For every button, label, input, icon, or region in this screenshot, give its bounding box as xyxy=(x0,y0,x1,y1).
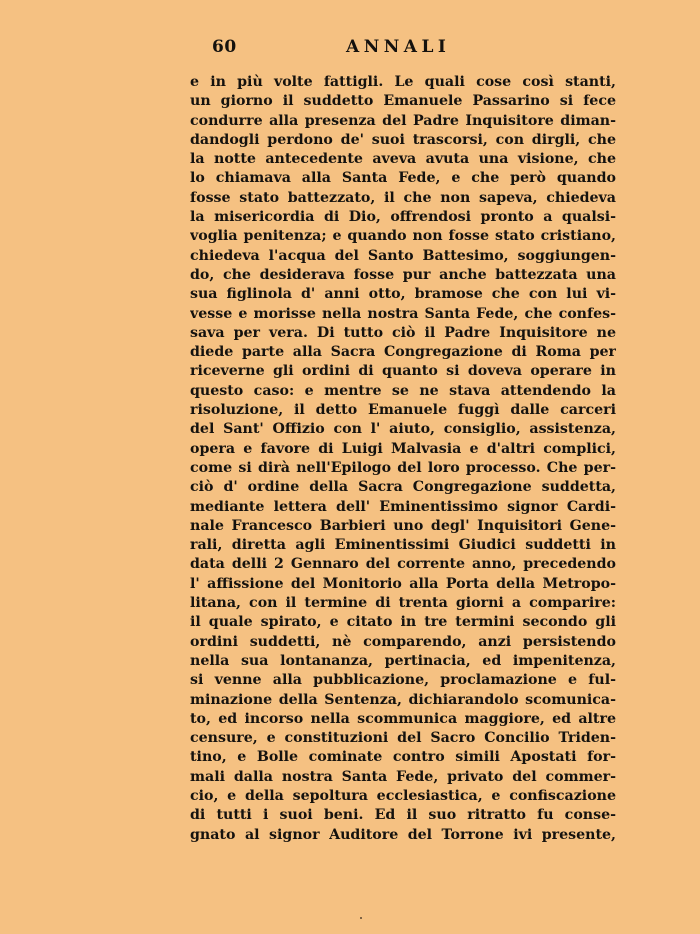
text-line: del Sant' Offizio con l' aiuto, consiglio, assistenza, xyxy=(190,421,616,438)
text-line: riceverne gli ordini di quanto si doveva operare in xyxy=(190,363,616,380)
text-line: nale Francesco Barbieri uno degl' Inquisitori Gene- xyxy=(190,517,616,534)
body-text xyxy=(190,73,616,845)
text-line: dandogli perdono de' suoi trascorsi, con dirgli, che xyxy=(190,131,616,148)
text-line: l' affissione del Monitorio alla Porta della Metropo- xyxy=(190,575,616,592)
text-line: sua figlinola d' anni otto, bramose che con lui vi- xyxy=(190,286,616,303)
text-line: cio, e della sepoltura ecclesiastica, e confiscazione xyxy=(190,787,616,804)
page-number: 60 xyxy=(212,37,237,57)
text-line: minazione della Sentenza, dichiarandolo scomunica- xyxy=(190,691,616,708)
text-line: vesse e morisse nella nostra Santa Fede, che confes- xyxy=(190,305,616,322)
text-line: mediante lettera dell' Eminentissimo signor Cardi- xyxy=(190,498,616,515)
text-line: diede parte alla Sacra Congregazione di Roma per xyxy=(190,344,616,361)
text-line: condurre alla presenza del Padre Inquisitore diman- xyxy=(190,112,616,129)
text-line: e in più volte fattigli. Le quali cose così stanti, xyxy=(190,74,616,90)
page-header xyxy=(190,37,616,61)
print-speck xyxy=(360,917,362,919)
text-line: rali, diretta agli Eminentissimi Giudici suddetti in xyxy=(190,537,616,554)
text-line: un giorno il suddetto Emanuele Passarino si fece xyxy=(190,93,616,110)
text-line: come si dirà nell'Epilogo del loro processo. Che per- xyxy=(190,459,616,476)
text-line: di tutti i suoi beni. Ed il suo ritratto fu conse- xyxy=(190,807,616,824)
text-line: voglia penitenza; e quando non fosse stato cristiano, xyxy=(190,228,616,245)
text-line: opera e favore di Luigi Malvasia e d'altri complici, xyxy=(190,440,616,457)
text-line: gnato al signor Auditore del Torrone ivi presente, xyxy=(190,826,616,843)
text-line: data delli 2 Gennaro del corrente anno, precedendo xyxy=(190,556,616,573)
text-line: questo caso: e mentre se ne stava attendendo la xyxy=(190,382,616,399)
text-line: chiedeva l'acqua del Santo Battesimo, soggiungen- xyxy=(190,247,616,264)
text-line: lo chiamava alla Santa Fede, e che però quando xyxy=(190,170,616,187)
text-line: la misericordia di Dio, offrendosi pronto a qualsi- xyxy=(190,209,616,226)
running-head: ANNALI xyxy=(346,37,451,57)
text-line: si venne alla pubblicazione, proclamazione e ful- xyxy=(190,672,616,689)
text-line: tino, e Bolle cominate contro simili Apostati for- xyxy=(190,749,616,766)
text-line: litana, con il termine di trenta giorni a comparire: xyxy=(190,595,616,612)
text-line: ordini suddetti, nè comparendo, anzi persistendo xyxy=(190,633,616,650)
text-line: do, che desiderava fosse pur anche battezzata una xyxy=(190,266,616,283)
text-line: censure, e constituzioni del Sacro Concilio Triden- xyxy=(190,730,616,747)
text-line: ciò d' ordine della Sacra Congregazione suddetta, xyxy=(190,479,616,496)
text-line: la notte antecedente aveva avuta una visione, che xyxy=(190,151,616,168)
text-line: sava per vera. Di tutto ciò il Padre Inquisitore ne xyxy=(190,324,616,341)
text-line: nella sua lontananza, pertinacia, ed impenitenza, xyxy=(190,652,616,669)
text-line: risoluzione, il detto Emanuele fuggì dalle carceri xyxy=(190,402,616,419)
text-line: il quale spirato, e citato in tre termini secondo gli xyxy=(190,614,616,631)
text-line: fosse stato battezzato, il che non sapeva, chiedeva xyxy=(190,189,616,206)
text-line: to, ed incorso nella scommunica maggiore, ed altre xyxy=(190,710,616,727)
text-line: mali dalla nostra Santa Fede, privato del commer- xyxy=(190,768,616,785)
